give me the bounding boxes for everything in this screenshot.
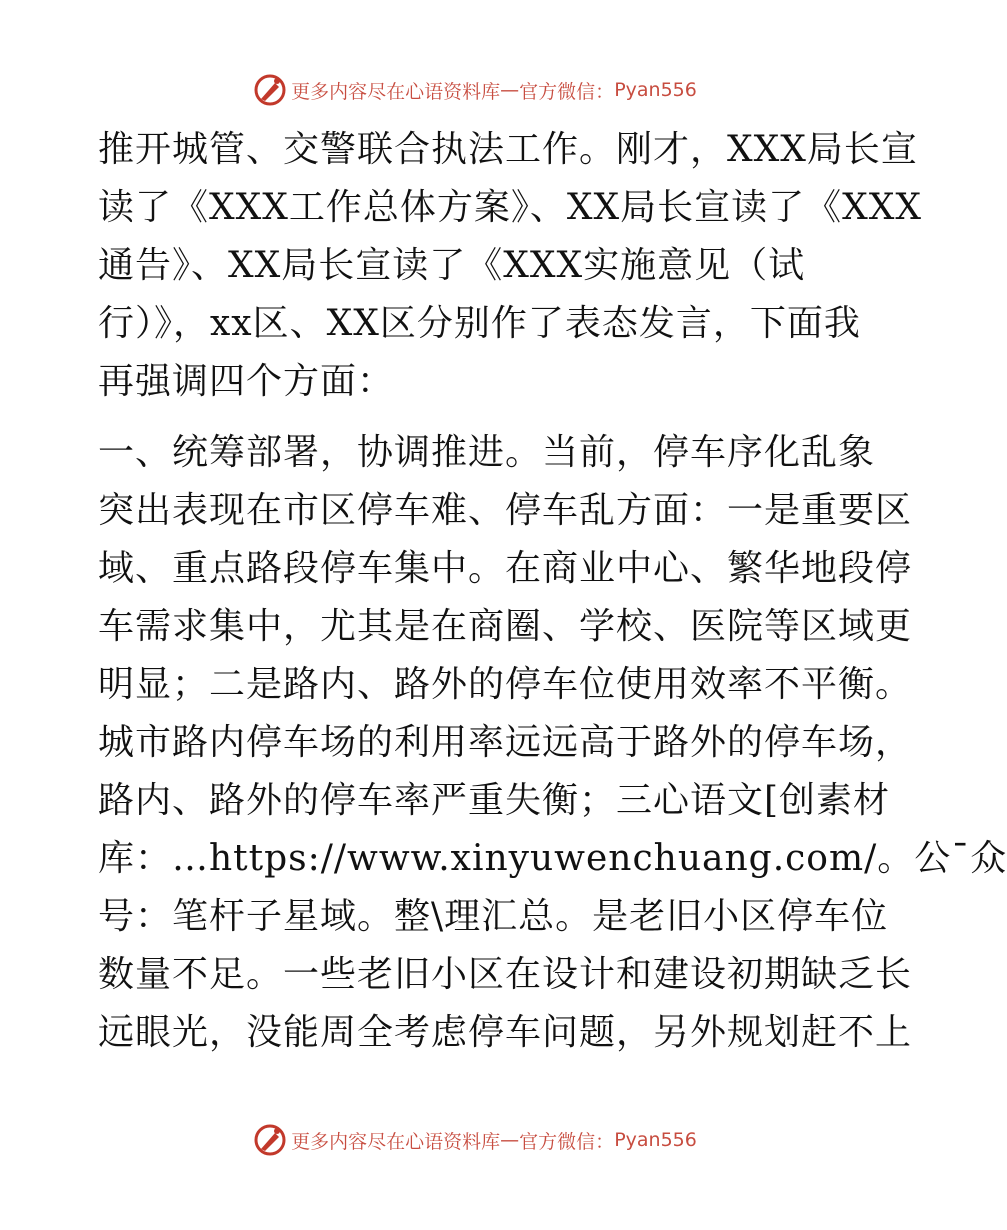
pen-logo-icon [253,73,287,107]
watermark-wechat-id: Pyan556 [614,1129,697,1151]
header-watermark [0,70,950,110]
pen-logo-icon [253,1123,287,1157]
watermark-wechat-label: 官方微信： [519,80,615,103]
text-line: 读了《XXX工作总体方案》、XX局长宣读了《XXX [98,187,923,228]
text-line: 行）》，xx区、XX区分别作了表态发言，下面我 [98,303,861,344]
text-line: 号：笔杆子星域。整\理汇总。是老旧小区停车位 [98,896,889,937]
text-line: 数量不足。一些老旧小区在设计和建设初期缺乏长 [98,954,913,995]
text-line: 突出表现在市区停车难、停车乱方面：一是重要区 [98,490,913,531]
text-line: 城市路内停车场的利用率远远高于路外的停车场， [98,722,913,763]
watermark-wechat-label: 官方微信： [519,1130,615,1153]
text-line: 路内、路外的停车率严重失衡；三心语文[创素材 [98,780,891,821]
text-line: 远眼光，没能周全考虑停车问题，另外规划赶不上 [98,1012,913,1053]
paragraph-gap [98,411,858,424]
paragraph-section-one [98,424,1007,1062]
text-line: 一、统筹部署，协调推进。当前，停车序化乱象 [98,432,876,473]
watermark-wechat-id: Pyan556 [614,79,697,101]
text-line: 推开城管、交警联合执法工作。刚才，XXX局长宣 [98,129,918,170]
watermark-dash: — [500,79,520,101]
text-line: 再强调四个方面： [98,361,395,402]
watermark-site-text: 更多内容尽在心语资料库 [291,1130,501,1153]
text-line: 通告》、XX局长宣读了《XXX实施意见（试 [98,245,806,286]
watermark-dash: — [500,1129,520,1151]
document-body [98,121,1007,1062]
text-line: 域、重点路段停车集中。在商业中心、繁华地段停 [98,548,913,589]
text-line: 明显；二是路内、路外的停车位使用效率不平衡。 [98,664,913,705]
text-line: 车需求集中，尤其是在商圈、学校、医院等区域更 [98,606,913,647]
paragraph-intro [98,121,923,411]
watermark-site-text: 更多内容尽在心语资料库 [291,80,501,103]
text-line: 库：…https://www.xinyuwenchuang.com/。公¯众 [98,838,1007,879]
footer-watermark [0,1120,950,1160]
